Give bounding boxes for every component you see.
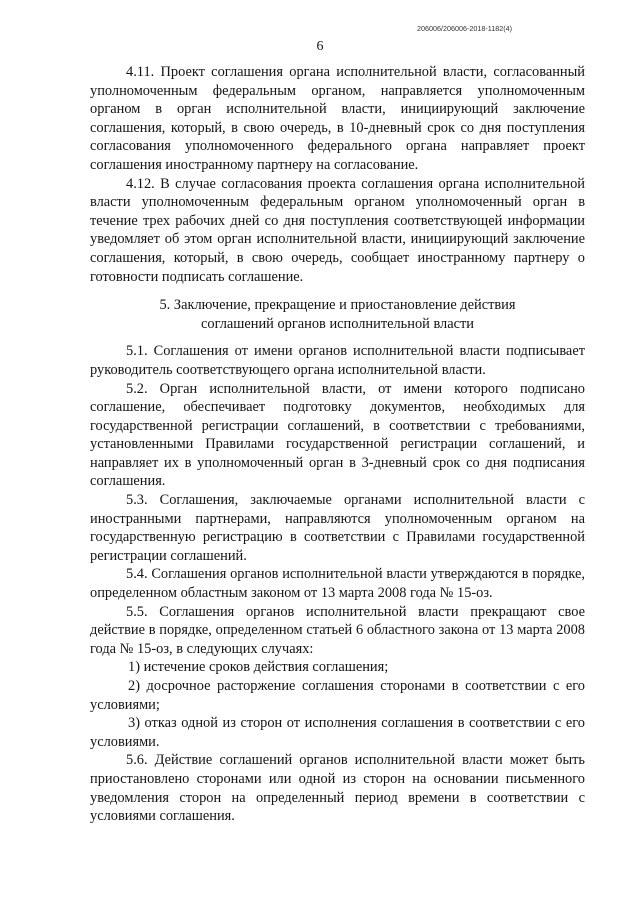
paragraph-5-2: 5.2. Орган исполнительной власти, от имени которого подписано соглашение, обеспечивает подготовку документов, необходимых для государственной регистрации соглашений, в соответствии с требованиями, установленными Правилами государственной регистрации соглашений, и направляет их в уполномоченный орган в 3-дневный срок со дня подписания соглашения.: [90, 380, 585, 490]
paragraph-5-6: 5.6. Действие соглашений органов исполнительной власти может быть приостановлено сторонами или одной из сторон на основании письменного уведомления сторон на определенный период времени в соответствии с условиями соглашения.: [90, 752, 585, 825]
list-item: 3) отказ одной из сторон от исполнения соглашения в соответствии с его условиями.: [90, 715, 585, 750]
document-id: 206006/206006-2018-1182(4): [417, 24, 512, 33]
list-item: 1) истечение сроков действия соглашения;: [128, 659, 389, 676]
paragraph-4-12: 4.12. В случае согласования проекта соглашения органа исполнительной власти уполномоченным федеральным органом уполномоченный орган в течение трех рабочих дней со дня поступления соответствующей информации уведомляет об этом орган исполнительной власти, инициирующий заключение соглашения, который, в свою очередь, сообщает иностранному партнеру о готовности подписать соглашение.: [90, 175, 585, 285]
paragraph-4-11: 4.11. Проект соглашения органа исполнительной власти, согласованный уполномоченным федеральным органом, направляется уполномоченным органом в орган исполнительной власти, инициирующий заключение соглашения, который, в свою очередь, в 10-дневный срок со дня поступления согласования уполномоченного федерального органа направляет проект соглашения иностранному партнеру на согласование.: [90, 64, 585, 173]
paragraph-5-5: 5.5. Соглашения органов исполнительной власти прекращают свое действие в порядке, определенном статьей 6 областного закона от 13 марта 2008 года № 15-оз, в следующих случаях:: [90, 603, 585, 657]
section-heading: [90, 296, 585, 333]
list-item: 2) досрочное расторжение соглашения сторонами в соответствии с его условиями;: [90, 678, 585, 713]
paragraph-5-1: 5.1. Соглашения от имени органов исполнительной власти подписывает руководитель соответствующего органа исполнительной власти.: [90, 343, 585, 378]
paragraph-5-3: 5.3. Соглашения, заключаемые органами исполнительной власти с иностранными партнерами, направляются уполномоченным органом на государственную регистрацию в соответствии с Правилами государственной регистрации соглашений.: [90, 492, 585, 564]
section-heading-line2: соглашений органов исполнительной власти: [200, 315, 474, 332]
page-number: 6: [316, 39, 324, 54]
section-heading-line1: 5. Заключение, прекращение и приостановление действия: [159, 297, 516, 314]
document-body: [90, 63, 585, 826]
paragraph-5-4: 5.4. Соглашения органов исполнительной власти утверждаются в порядке, определенном областным законом от 13 марта 2008 года № 15-оз.: [90, 566, 585, 602]
